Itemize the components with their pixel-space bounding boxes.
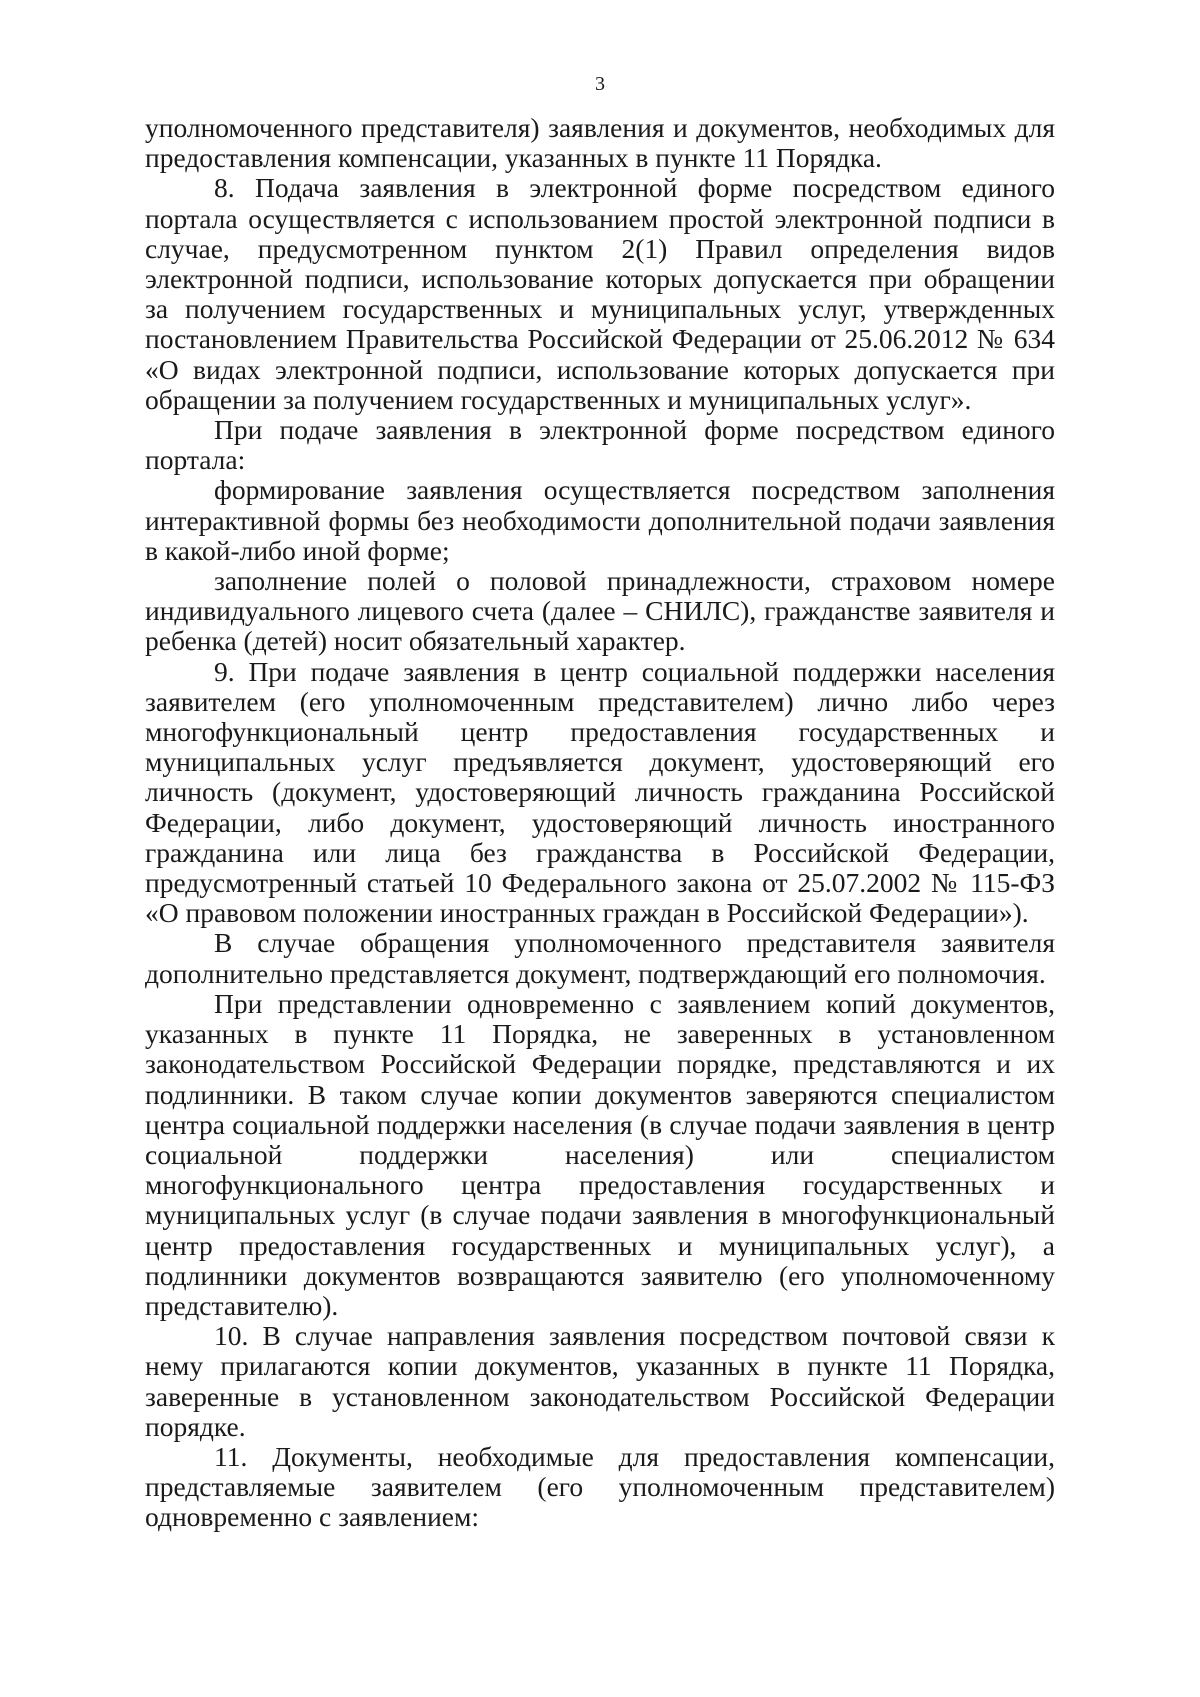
paragraph-portal-intro: При подаче заявления в электронной форме посредством единого портала: <box>145 414 1055 476</box>
paragraph-representative: В случае обращения уполномоченного представителя заявителя дополнительно представляется документ, подтверждающий его полномочия. <box>145 927 1055 989</box>
paragraph-item-10: 10. В случае направления заявления посредством почтовой связи к нему прилагаются копии документов, указанных в пункте 11 Порядка, заверенные в установленном законодательством Российской Федерации порядке. <box>145 1320 1055 1442</box>
page-number: 3 <box>595 73 605 95</box>
paragraph-item-11: 11. Документы, необходимые для предоставления компенсации, представляемые заявителем (его уполномоченным представителем) одновременно с заявлением: <box>145 1440 1055 1533</box>
paragraph-continuation: уполномоченного представителя) заявления и документов, необходимых для предоставления компенсации, указанных в пункте 11 Порядка. <box>145 112 1055 174</box>
paragraph-form-filling: формирование заявления осуществляется посредством заполнения интерактивной формы без необходимости дополнительной подачи заявления в какой-либо иной форме; <box>145 474 1055 566</box>
document-body <box>145 113 1055 1533</box>
paragraph-originals: При представлении одновременно с заявлением копий документов, указанных в пункте 11 Порядка, не заверенных в установленном законодательством Российской Федерации порядке, представляются и их подлинники. В таком случае копии документов заверяются специалистом центра социальной поддержки населения (в случае подачи заявления в центр социальной поддержки населения) или специалистом многофункционального центра предоставления государственных и муниципальных услуг (в случае подачи заявления в многофункциональный центр предоставления государственных и муниципальных услуг), а подлинники документов возвращаются заявителю (его уполномоченному представителю). <box>145 987 1055 1321</box>
paragraph-item-9: 9. При подаче заявления в центр социальной поддержки населения заявителем (его уполномоченным представителем) лично либо через многофункциональный центр предоставления государственных и муниципальных услуг предъявляется документ, удостоверяющий его личность (документ, удостоверяющий личность гражданина Российской Федерации, либо документ, удостоверяющий личность иностранного гражданина или лица без гражданства в Российской Федерации, предусмотренный статьей 10 Федерального закона от 25.07.2002 № 115-ФЗ «О правовом положении иностранных граждан в Российской Федерации»). <box>145 655 1055 929</box>
paragraph-required-fields: заполнение полей о половой принадлежности, страховом номере индивидуального лицевого счета (далее – СНИЛС), гражданстве заявителя и ребенка (детей) носит обязательный характер. <box>145 565 1055 657</box>
paragraph-item-8: 8. Подача заявления в электронной форме посредством единого портала осуществляется с использованием простой электронной подписи в случае, предусмотренном пунктом 2(1) Правил определения видов электронной подписи, использование которых допускается при обращении за получением государственных и муниципальных услуг, утвержденных постановлением Правительства Российской Федерации от 25.06.2012 № 634 «О видах электронной подписи, использование которых допускается при обращении за получением государственных и муниципальных услуг». <box>145 172 1055 415</box>
